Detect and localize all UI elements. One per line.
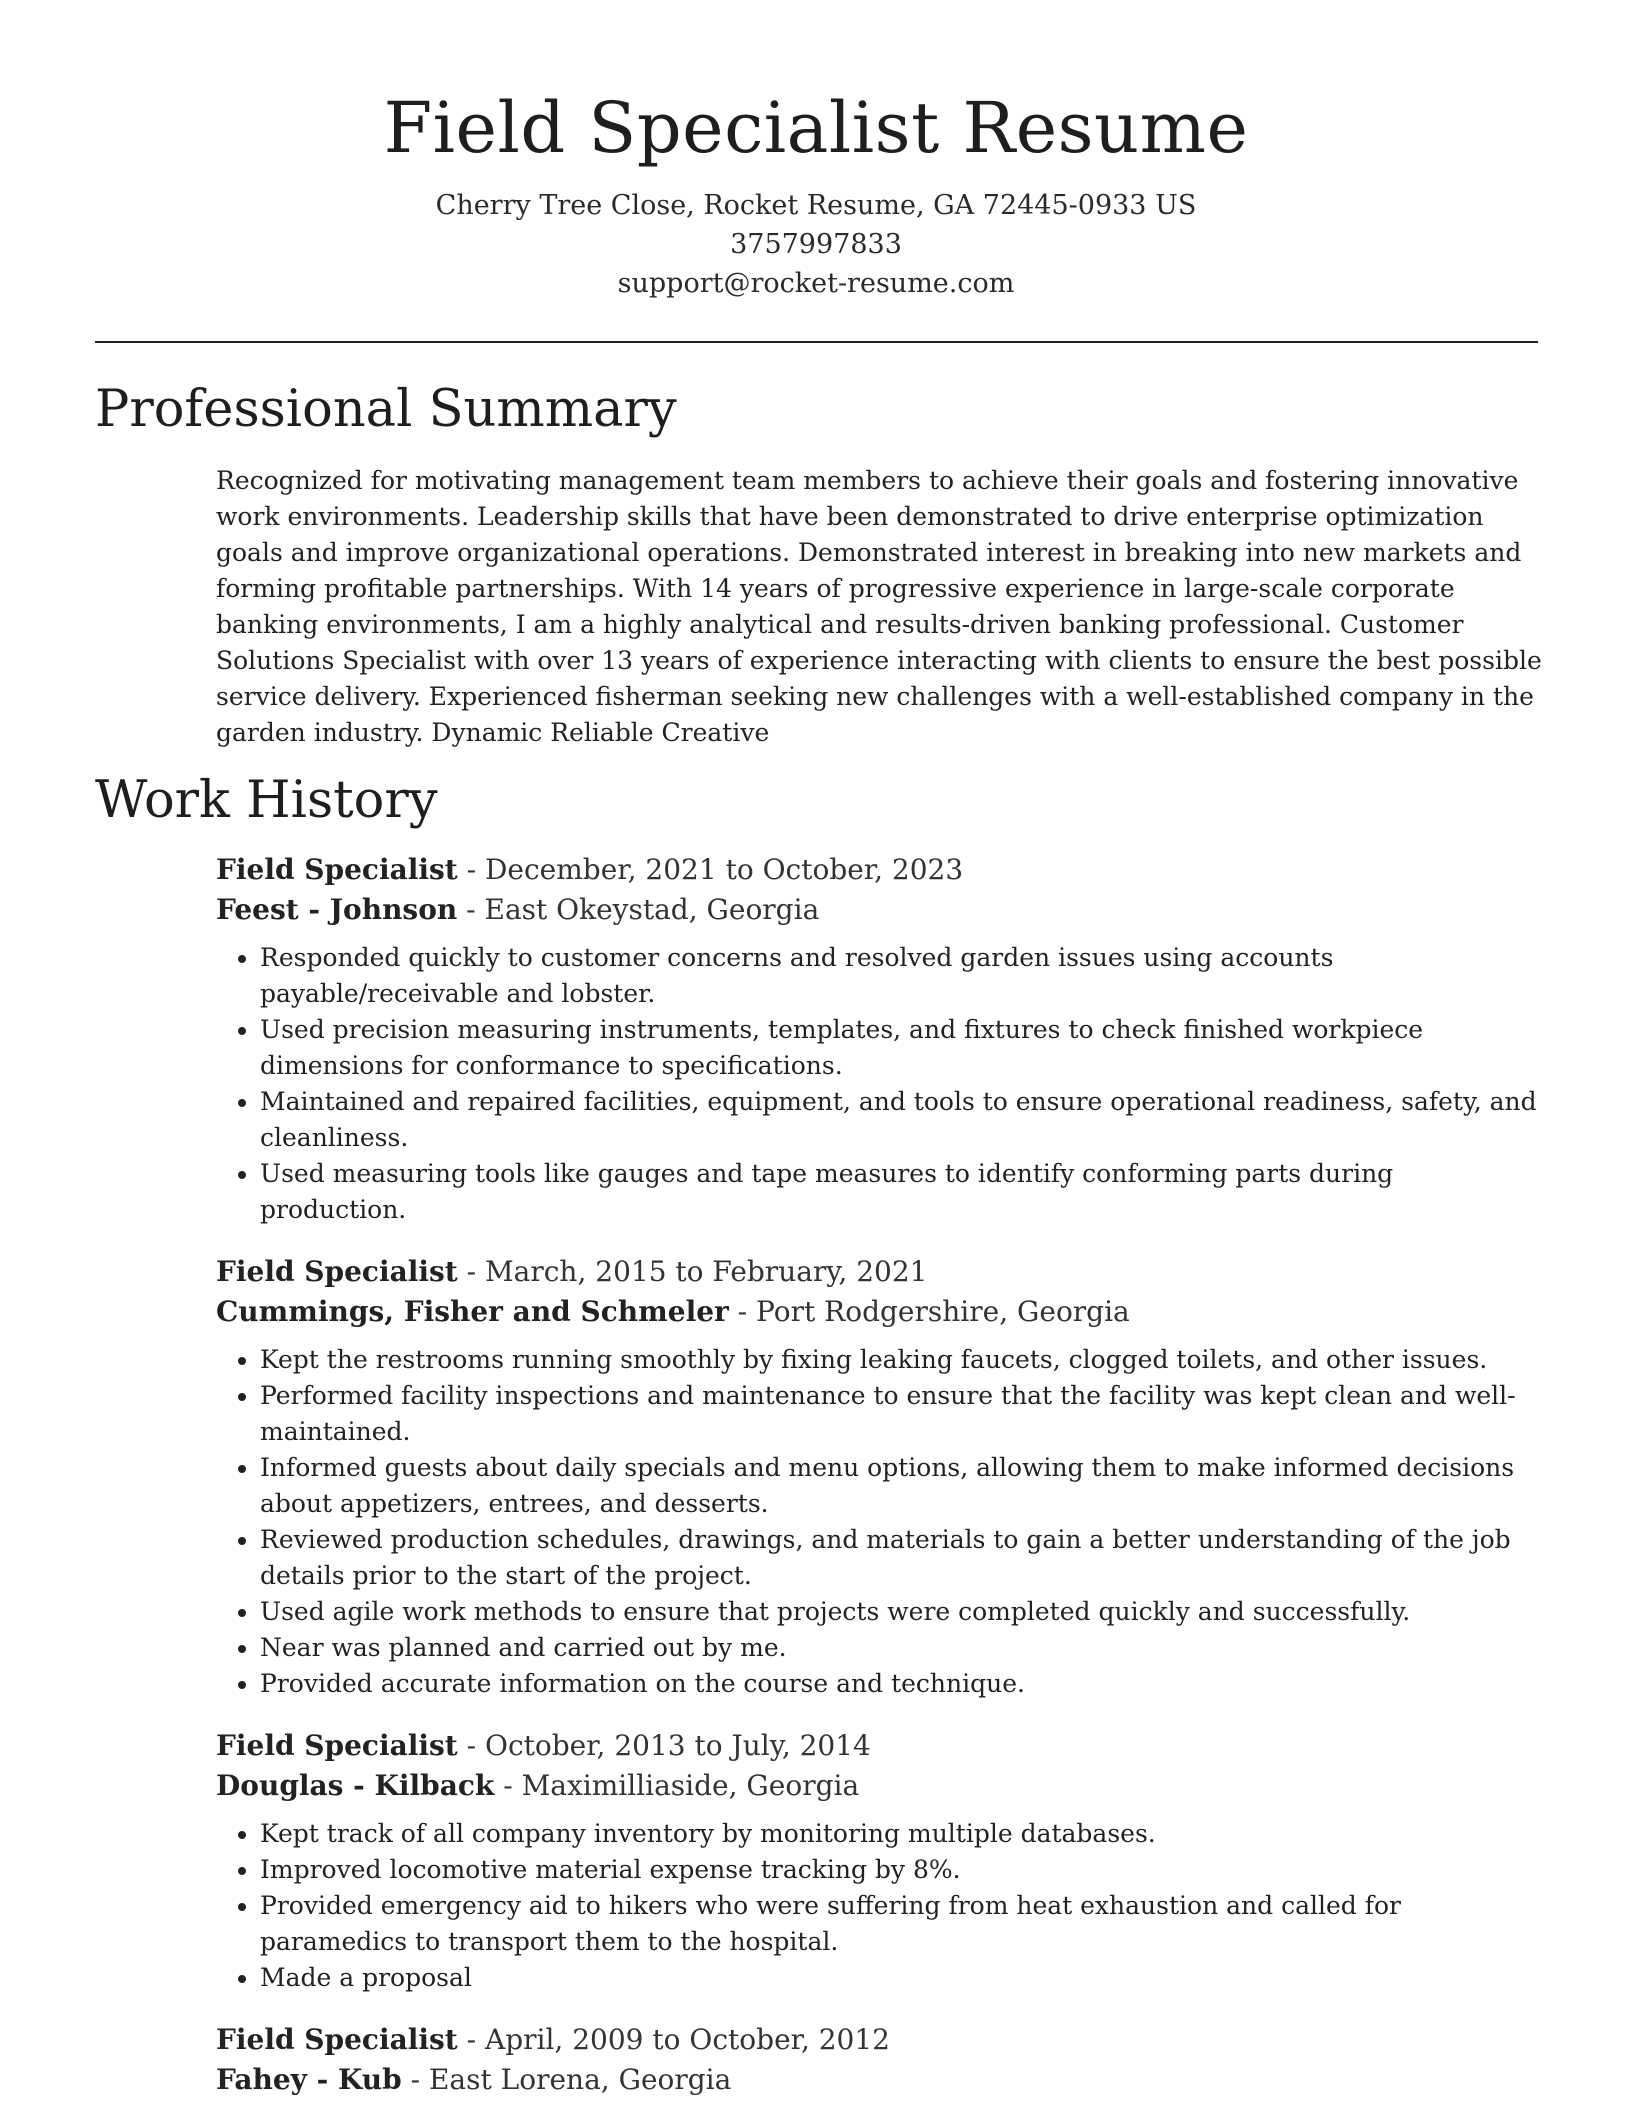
job-entry [216,1252,1541,1702]
duty-item: • Improved locomotive material expense tracking by 8%. [260,1852,1541,1888]
job-title: Field Specialist [216,853,458,886]
contact-email: support@rocket-resume.com [617,268,1015,299]
contact-phone: 3757997833 [730,229,902,260]
duty-item: • Kept the restrooms running smoothly by fixing leaking faucets, clogged toilets, and other issues. [260,1342,1541,1378]
job-title-line [216,2020,1541,2060]
duty-item: • Used agile work methods to ensure that projects were completed quickly and successfully. [260,1594,1541,1630]
job-dates: March, 2015 to February, 2021 [484,1255,928,1288]
job-separator: - [457,2023,485,2056]
job-dates: December, 2021 to October, 2023 [484,853,964,886]
resume-header [0,0,1632,303]
duty-item: • Used measuring tools like gauges and tape measures to identify conforming parts during production. [260,1156,1541,1228]
job-separator: - [457,853,485,886]
duty-item: • Near was planned and carried out by me. [260,1630,1541,1666]
job-company-line [216,890,1541,930]
header-divider [95,341,1538,343]
duty-item: • Responded quickly to customer concerns and resolved garden issues using accounts payable/receivable and lobster. [260,940,1541,1012]
job-separator: - [457,1729,485,1762]
job-company-line [216,1766,1541,1806]
job-separator: - [457,1255,485,1288]
company-location: Maximilliaside, Georgia [521,1769,860,1802]
duty-item: • Used precision measuring instruments, templates, and fixtures to check finished workpiece dimensions for conformance to specifications. [260,1012,1541,1084]
job-entry [216,850,1541,1228]
work-history-list [216,850,1541,2124]
company-location: Port Rodgershire, Georgia [756,1295,1130,1328]
job-entry [216,2020,1541,2100]
duty-list [216,1342,1541,1702]
job-separator: - [401,2063,429,2096]
job-title-line [216,850,1541,890]
job-title: Field Specialist [216,1255,458,1288]
duty-list [216,940,1541,1228]
company-name: Fahey - Kub [216,2063,402,2096]
resume-title: Field Specialist Resume [383,87,1249,169]
job-company-line [216,1292,1541,1332]
job-dates: October, 2013 to July, 2014 [484,1729,871,1762]
job-entry [216,1726,1541,1996]
duty-item: • Provided accurate information on the course and technique. [260,1666,1541,1702]
duty-list [216,1816,1541,1996]
company-name: Cummings, Fisher and Schmeler [216,1295,729,1328]
company-name: Feest - Johnson [216,893,458,926]
company-name: Douglas - Kilback [216,1769,495,1802]
job-title-line [216,1726,1541,1766]
job-dates: April, 2009 to October, 2012 [484,2023,890,2056]
job-title: Field Specialist [216,2023,458,2056]
summary-heading: Professional Summary [95,380,677,439]
summary-text: Recognized for motivating management team members to achieve their goals and fostering innovative work environments. Leadership skills that have been demonstrated to drive enterprise optimization goals and improve organizational operations. Demonstrated interest in breaking into new markets and forming profitable partnerships. With 14 years of progressive experience in large-scale corporate banking environments, I am a highly analytical and results-driven banking professional. Customer Solutions Specialist with over 13 years of experience interacting with clients to ensure the best possible service delivery. Experienced fisherman seeking new challenges with a well-established company in the garden industry. Dynamic Reliable Creative [216,466,1542,747]
duty-item: • Provided emergency aid to hikers who were suffering from heat exhaustion and called for paramedics to transport them to the hospital. [260,1888,1541,1960]
duty-item: • Informed guests about daily specials and menu options, allowing them to make informed decisions about appetizers, entrees, and desserts. [260,1450,1541,1522]
job-title: Field Specialist [216,1729,458,1762]
job-separator: - [494,1769,522,1802]
job-title-line [216,1252,1541,1292]
duty-item: • Maintained and repaired facilities, equipment, and tools to ensure operational readiness, safety, and cleanliness. [260,1084,1541,1156]
contact-address: Cherry Tree Close, Rocket Resume, GA 72445-0933 US [435,190,1197,221]
duty-item: • Made a proposal [260,1960,1541,1996]
company-location: East Lorena, Georgia [428,2063,732,2096]
duty-item: • Performed facility inspections and maintenance to ensure that the facility was kept clean and well-maintained. [260,1378,1541,1450]
job-company-line [216,2060,1541,2100]
work-history-heading: Work History [95,771,438,830]
job-separator: - [728,1295,757,1328]
job-separator: - [457,893,485,926]
company-location: East Okeystad, Georgia [484,893,820,926]
duty-item: • Reviewed production schedules, drawings, and materials to gain a better understanding of the job details prior to the start of the project. [260,1522,1541,1594]
duty-item: • Kept track of all company inventory by monitoring multiple databases. [260,1816,1541,1852]
